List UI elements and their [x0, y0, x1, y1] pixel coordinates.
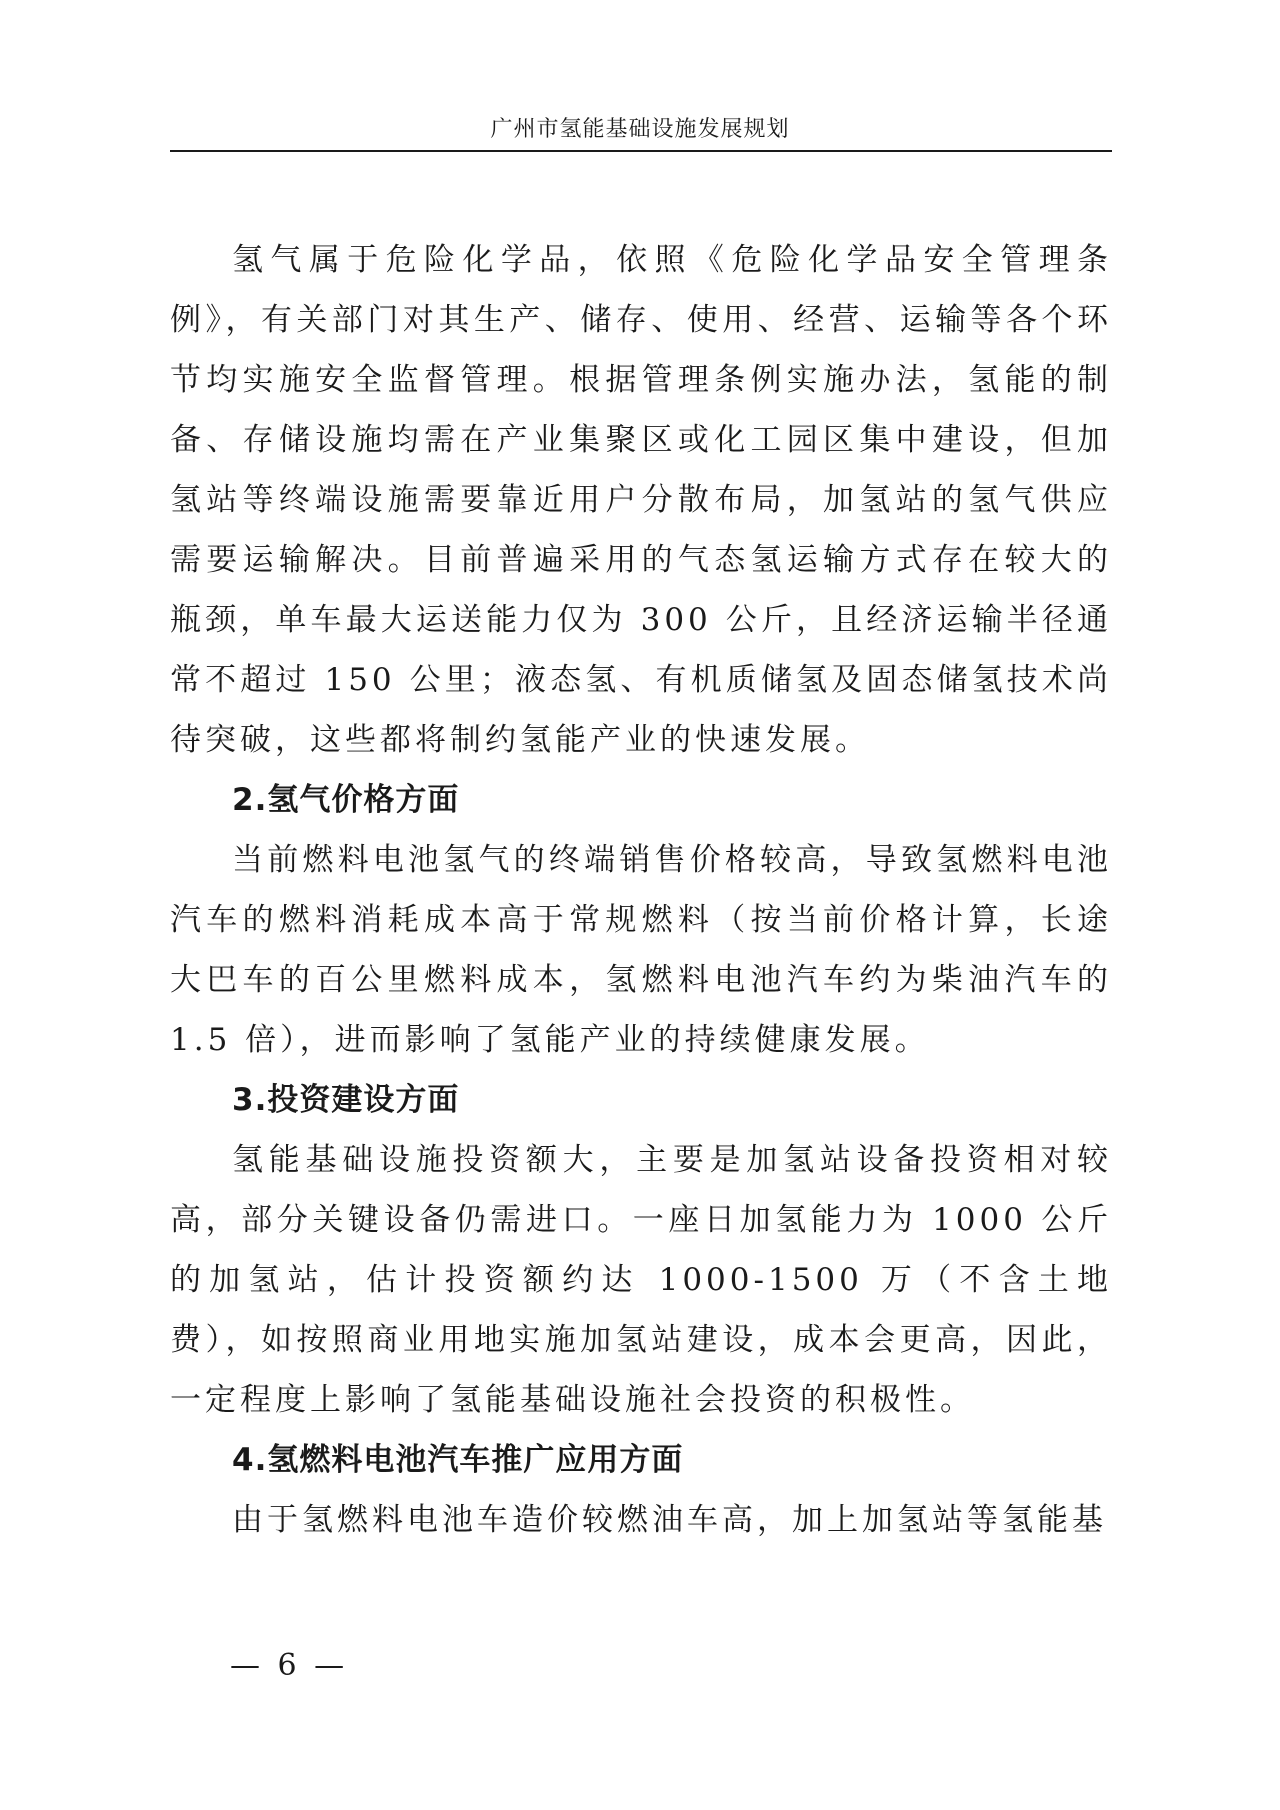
page-number: — 6 — — [230, 1648, 349, 1683]
section-heading-fcv-promotion: 4.氢燃料电池汽车推广应用方面 — [232, 1442, 684, 1478]
paragraph-fcv-promotion: 由于氢燃料电池车造价较燃油车高，加上加氢站等氢能基 — [232, 1502, 1107, 1538]
paragraph-investment: 氢能基础设施投资额大，主要是加氢站设备投资相对较高，部分关键设备仍需进口。一座日加氢能力为 1000 公斤的加氢站，估计投资额约达 1000-1500 万（不含土地费），如按照商业用地实施加氢站建设，成本会更高，因此，一定程度上影响了氢能基础设施社会投资的积极性。 — [170, 1142, 1112, 1418]
paragraph-hydrogen-price: 当前燃料电池氢气的终端销售价格较高，导致氢燃料电池汽车的燃料消耗成本高于常规燃料（按当前价格计算，长途大巴车的百公里燃料成本，氢燃料电池汽车约为柴油汽车的 1.5 倍），进而影响了氢能产业的持续健康发展。 — [170, 842, 1112, 1058]
paragraph-hydrogen-safety: 氢气属于危险化学品，依照《危险化学品安全管理条例》，有关部门对其生产、储存、使用、经营、运输等各个环节均实施安全监督管理。根据管理条例实施办法，氢能的制备、存储设施均需在产业集聚区或化工园区集中建设，但加氢站等终端设施需要靠近用户分散布局，加氢站的氢气供应需要运输解决。目前普遍采用的气态氢运输方式存在较大的瓶颈，单车最大运送能力仅为 300 公斤，且经济运输半径通常不超过 150 公里；液态氢、有机质储氢及固态储氢技术尚待突破，这些都将制约氢能产业的快速发展。 — [170, 242, 1112, 758]
document-body — [170, 230, 1112, 1550]
section-heading-hydrogen-price: 2.氢气价格方面 — [232, 782, 460, 818]
section-heading-investment: 3.投资建设方面 — [232, 1082, 460, 1118]
header-divider — [170, 150, 1112, 152]
page-header-title: 广州市氢能基础设施发展规划 — [490, 117, 790, 142]
